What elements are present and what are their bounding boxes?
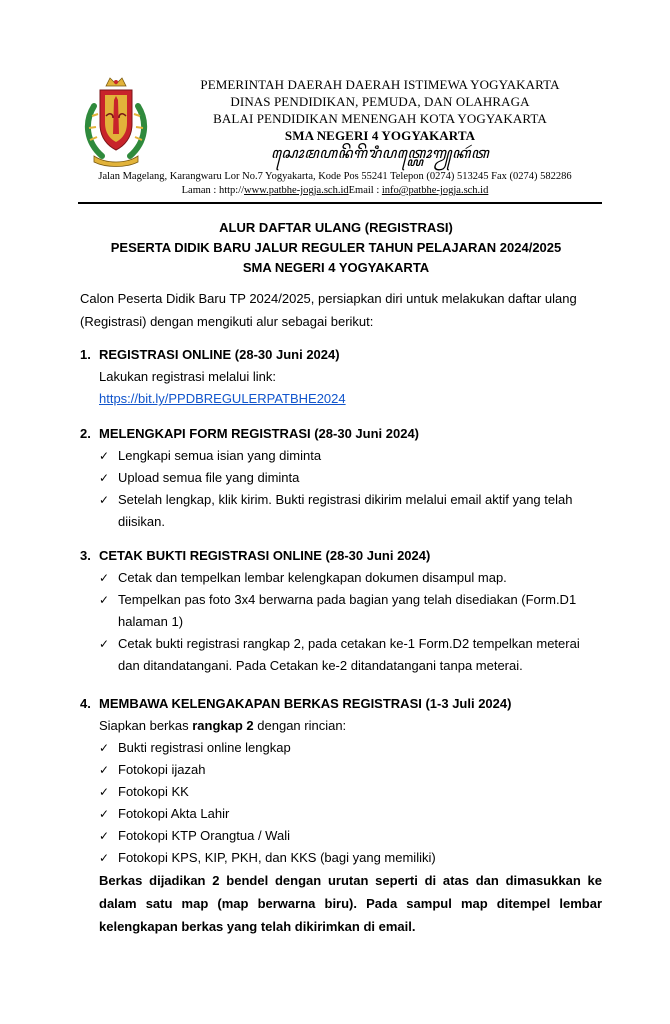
list-item-text: Fotokopi KK (118, 784, 189, 799)
document-title (70, 218, 602, 278)
list-item-text: Fotokopi KTP Orangtua / Wali (118, 828, 290, 843)
checkmark-icon: ✓ (99, 637, 110, 651)
checklist (80, 737, 602, 869)
checkmark-icon: ✓ (99, 471, 110, 485)
checkmark-icon: ✓ (99, 493, 110, 507)
list-item (80, 589, 602, 633)
checkmark-icon: ✓ (99, 571, 110, 585)
section-title: MEMBAWA KELENGAKAPAN BERKAS REGISTRASI (1-3 Juli 2024) (99, 696, 512, 711)
section-title: REGISTRASI ONLINE (28-30 Juni 2024) (99, 347, 340, 362)
list-item (80, 467, 602, 489)
section-cetak-bukti (80, 545, 602, 677)
section-text (80, 715, 602, 737)
text-after: dengan rincian: (253, 718, 347, 733)
letterhead-divider (78, 202, 602, 204)
contact-line (70, 184, 600, 198)
checkmark-icon: ✓ (99, 449, 110, 463)
title-line-2: PESERTA DIDIK BARU JALUR REGULER TAHUN PELAJARAN 2024/2025 (110, 240, 562, 255)
javanese-script-school-name: ꦱꦺꦴꦩꦲꦤꦼꦒꦼꦫꦶꦥꦠ꧀ꦪꦺꦴꦒꦾꦏꦂꦠ (270, 146, 490, 162)
checkmark-icon: ✓ (99, 829, 110, 843)
registration-link[interactable]: https://bit.ly/PPDBREGULERPATBHE2024 (99, 391, 346, 406)
list-item (80, 737, 602, 759)
list-item-text: Setelah lengkap, klik kirim. Bukti registrasi dikirim melalui email aktif yang telah diisikan. (118, 492, 573, 529)
list-item-text: Fotokopi ijazah (118, 762, 206, 777)
email-label: Email : (348, 185, 382, 196)
list-item (80, 759, 602, 781)
list-item (80, 803, 602, 825)
section-heading (80, 344, 602, 366)
section-link-row (80, 388, 602, 410)
list-item-text: Fotokopi Akta Lahir (118, 806, 230, 821)
list-item (80, 825, 602, 847)
title-line-3: SMA NEGERI 4 YOGYAKARTA (242, 260, 430, 275)
list-item-text: Upload semua file yang diminta (118, 470, 300, 485)
laman-label: Laman : http:// (181, 185, 245, 196)
list-item (80, 445, 602, 467)
intro-paragraph: Calon Peserta Didik Baru TP 2024/2025, persiapkan diri untuk melakukan daftar ulang (Registrasi) dengan mengikuti alur sebagai berikut: (80, 291, 577, 329)
section-membawa-berkas (80, 693, 602, 938)
text-bold: rangkap 2 (192, 718, 254, 733)
section-title: CETAK BUKTI REGISTRASI ONLINE (28-30 Juni 2024) (99, 548, 431, 563)
closing-note: Berkas dijadikan 2 bendel dengan urutan seperti di atas dan dimasukkan ke dalam satu map (map berwarna biru). Pada sampul map ditempel lembar kelengkapan berkas yang telah dikirimkan di email. (99, 873, 602, 934)
section-heading (80, 423, 602, 445)
list-item-text: Fotokopi KPS, KIP, PKH, dan KKS (bagi yang memiliki) (118, 850, 436, 865)
checkmark-icon: ✓ (99, 763, 110, 777)
list-item-text: Tempelkan pas foto 3x4 berwarna pada bagian yang telah disediakan (Form.D1 halaman 1) (118, 592, 577, 629)
checkmark-icon: ✓ (99, 785, 110, 799)
list-item (80, 781, 602, 803)
section-title: MELENGKAPI FORM REGISTRASI (28-30 Juni 2024) (99, 426, 420, 441)
section-melengkapi-form (80, 423, 602, 533)
office-name: BALAI PENDIDIKAN MENENGAH KOTA YOGYAKARTA (213, 111, 547, 126)
checkmark-icon: ✓ (99, 593, 110, 607)
checkmark-icon: ✓ (99, 851, 110, 865)
school-name: SMA NEGERI 4 YOGYAKARTA (284, 128, 476, 143)
website-link[interactable]: www.patbhe-jogja.sch.id (244, 185, 349, 196)
list-item (80, 847, 602, 869)
department-name: DINAS PENDIDIKAN, PEMUDA, DAN OLAHRAGA (230, 94, 530, 109)
list-item (80, 567, 602, 589)
title-line-1: ALUR DAFTAR ULANG (REGISTRASI) (219, 220, 453, 235)
yogyakarta-emblem-icon (80, 76, 152, 168)
school-address (70, 170, 600, 198)
list-item-text: Cetak dan tempelkan lembar kelengkapan dokumen disampul map. (118, 570, 507, 585)
section-number: 4. (80, 696, 91, 711)
checkmark-icon: ✓ (99, 807, 110, 821)
section-heading (80, 693, 602, 715)
list-item (80, 489, 602, 533)
text-before: Siapkan berkas (99, 718, 193, 733)
section-number: 3. (80, 548, 91, 563)
address-line: Jalan Magelang, Karangwaru Lor No.7 Yogyakarta, Kode Pos 55241 Telepon (0274) 513245 Fax (0274) 582286 (98, 171, 572, 182)
section-heading (80, 545, 602, 567)
section-number: 1. (80, 347, 91, 362)
government-name: PEMERINTAH DAERAH DAERAH ISTIMEWA YOGYAKARTA (200, 77, 560, 92)
section-registrasi-online (80, 344, 602, 410)
checklist (80, 445, 602, 533)
checklist (80, 567, 602, 677)
letterhead-text (160, 76, 600, 164)
section-text: Lakukan registrasi melalui link: (99, 369, 277, 384)
letterhead (70, 72, 600, 200)
list-item-text: Cetak bukti registrasi rangkap 2, pada cetakan ke-1 Form.D2 tempelkan meterai dan ditandatangani. Pada Cetakan ke-2 ditandatangani tanpa meterai. (118, 636, 580, 673)
list-item-text: Lengkapi semua isian yang diminta (118, 448, 322, 463)
email-link[interactable]: info@patbhe-jogja.sch.id (381, 185, 489, 196)
section-number: 2. (80, 426, 91, 441)
checkmark-icon: ✓ (99, 741, 110, 755)
list-item (80, 633, 602, 677)
list-item-text: Bukti registrasi online lengkap (118, 740, 291, 755)
